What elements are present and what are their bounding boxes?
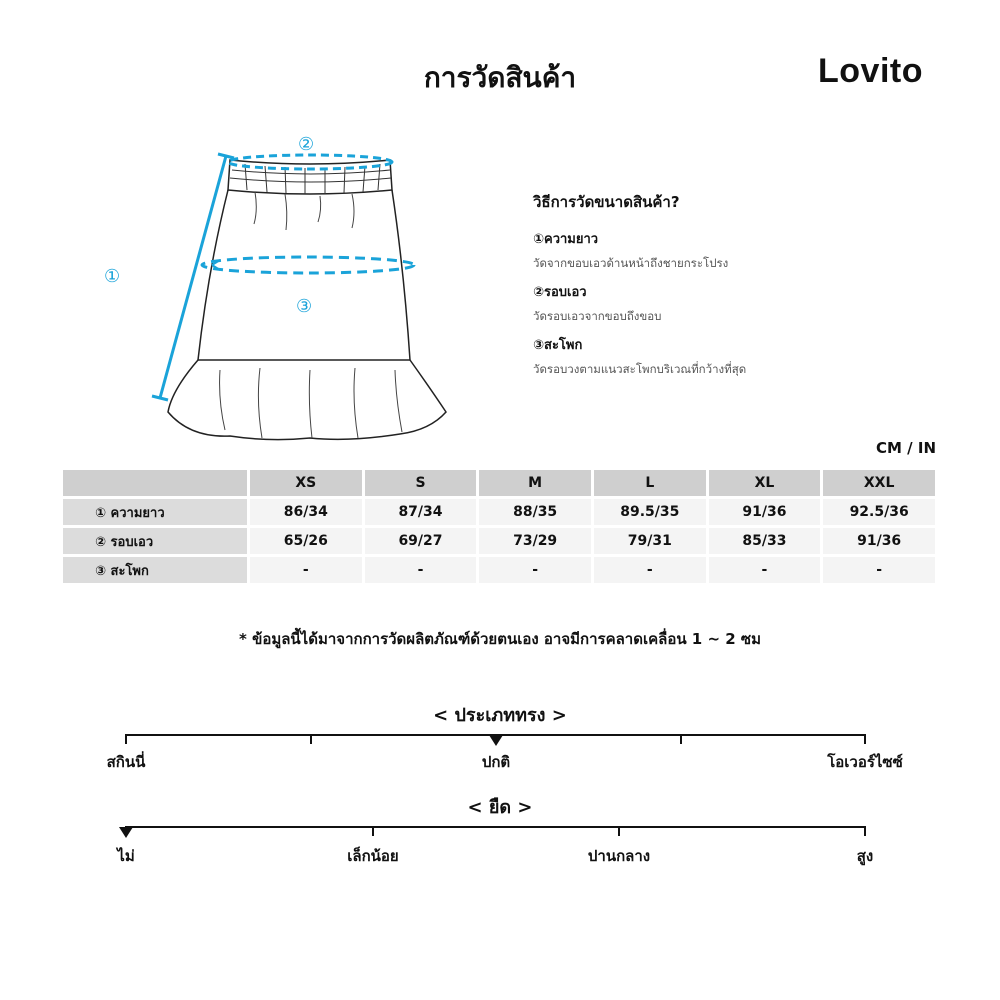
table-cell: 91/36 (823, 528, 935, 554)
table-cell: 65/26 (250, 528, 362, 554)
table-cell: 86/34 (250, 499, 362, 525)
length-measure-line (160, 156, 226, 398)
ruffle-folds (220, 368, 402, 438)
table-cell: - (594, 557, 706, 583)
table-cell: - (365, 557, 477, 583)
stretch-scale-line (126, 826, 866, 828)
table-cell: - (479, 557, 591, 583)
fit-label-regular: ปกติ (481, 753, 511, 771)
table-header-row (63, 470, 935, 496)
fit-label-skinny: สกินนี่ (106, 753, 146, 771)
brand-logo: Lovito (818, 52, 923, 90)
instruction-desc-waist: วัดรอบเอวจากขอบถึงขอบ (533, 309, 662, 323)
instruction-title-length: ①ความยาว (533, 232, 599, 247)
skirt-diagram (80, 120, 480, 450)
table-row (63, 557, 935, 583)
column-header: XS (250, 470, 362, 496)
stretch-label-high: สูง (856, 847, 874, 865)
stretch-scale-tick (618, 826, 620, 836)
table-cell: 87/34 (365, 499, 477, 525)
stretch-scale-tick (372, 826, 374, 836)
table-row (63, 528, 935, 554)
fit-scale-tick (125, 734, 127, 744)
marker-waist: ② (298, 134, 315, 155)
column-header: XL (709, 470, 821, 496)
stretch-label-medium: ปานกลาง (587, 847, 651, 865)
column-header: XXL (823, 470, 935, 496)
skirt-waistband (228, 160, 392, 194)
table-cell: 88/35 (479, 499, 591, 525)
table-cell: 69/27 (365, 528, 477, 554)
table-row (63, 499, 935, 525)
table-cell: 85/33 (709, 528, 821, 554)
instructions-heading: วิธีการวัดขนาดสินค้า? (533, 193, 680, 211)
row-label: ③ สะโพก (63, 557, 247, 583)
unit-label: CM / IN (876, 439, 936, 457)
stretch-label-none: ไม่ (117, 847, 135, 865)
fit-selected-marker-icon (489, 735, 503, 746)
stretch-scale-tick (864, 826, 866, 836)
column-header: M (479, 470, 591, 496)
size-table (60, 467, 938, 586)
page-title: การวัดสินค้า (423, 61, 577, 94)
skirt-body (198, 190, 410, 360)
table-cell: 79/31 (594, 528, 706, 554)
marker-length: ① (104, 266, 121, 287)
table-cell: - (709, 557, 821, 583)
measure-instructions (533, 190, 953, 387)
hip-measure-line (202, 257, 414, 273)
fit-label-oversize: โอเวอร์ไซซ์ (827, 753, 903, 771)
table-cell: 89.5/35 (594, 499, 706, 525)
instruction-desc-length: วัดจากขอบเอวด้านหน้าถึงชายกระโปรง (533, 256, 729, 270)
skirt-ruffle (168, 360, 446, 440)
table-cell: 73/29 (479, 528, 591, 554)
column-header: L (594, 470, 706, 496)
fit-scale-tick (310, 734, 312, 744)
stretch-selected-marker-icon (119, 827, 133, 838)
instruction-desc-hip: วัดรอบวงตามแนวสะโพกบริเวณที่กว้างที่สุด (533, 362, 747, 376)
stretch-scale-title: < ยืด > (467, 797, 533, 818)
table-cell: 92.5/36 (823, 499, 935, 525)
skirt-gathers (254, 192, 354, 230)
fit-scale-title: < ประเภททรง > (433, 705, 567, 726)
table-cell: 91/36 (709, 499, 821, 525)
table-cell: - (250, 557, 362, 583)
marker-hip: ③ (296, 296, 313, 317)
column-header: S (365, 470, 477, 496)
row-label: ② รอบเอว (63, 528, 247, 554)
fit-scale-tick (680, 734, 682, 744)
stretch-label-slight: เล็กน้อย (347, 847, 399, 865)
instruction-title-waist: ②รอบเอว (533, 285, 587, 300)
row-label: ① ความยาว (63, 499, 247, 525)
fit-scale-tick (864, 734, 866, 744)
table-cell: - (823, 557, 935, 583)
instruction-title-hip: ③สะโพก (533, 338, 583, 353)
measurement-note: * ข้อมูลนี้ได้มาจากการวัดผลิตภัณฑ์ด้วยตนเอง อาจมีการคลาดเคลื่อน 1 ~ 2 ซม (239, 630, 761, 648)
column-header (63, 470, 247, 496)
